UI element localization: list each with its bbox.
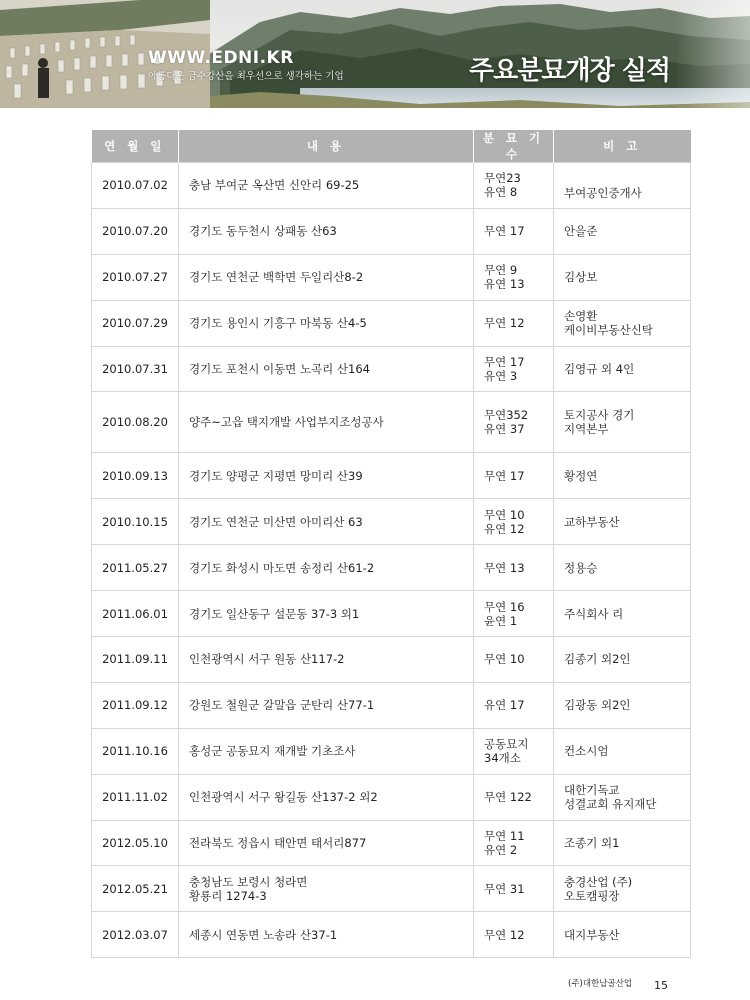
- cell-note-line: 토지공사 경기: [564, 408, 635, 423]
- cell-note-line: 오토캠핑장: [564, 888, 620, 903]
- cell-note-line: 김종기 외2인: [564, 652, 631, 667]
- cell-grave-count: [474, 392, 554, 453]
- table-row: [92, 591, 691, 637]
- cell-grave-count-line: 무연 9: [484, 263, 518, 278]
- cell-grave-count: [474, 208, 554, 254]
- cell-content-line: 경기도 포천시 이동면 노곡리 산164: [189, 362, 370, 376]
- table-row: [92, 866, 691, 912]
- cell-note-line: 김상보: [564, 270, 598, 285]
- cell-content: [179, 774, 474, 820]
- column-header-note: 비 고: [554, 130, 691, 163]
- cell-grave-count: [474, 163, 554, 209]
- cell-grave-count-line: 무연 16: [484, 599, 525, 614]
- table-row: [92, 453, 691, 499]
- cell-note-line: 대지부동산: [564, 927, 620, 942]
- cell-note: [554, 682, 691, 728]
- cell-content: [179, 300, 474, 346]
- table-row: [92, 545, 691, 591]
- cell-grave-count: [474, 545, 554, 591]
- cell-grave-count-line: 유연 8: [484, 185, 518, 200]
- table-row: [92, 300, 691, 346]
- cell-grave-count-line: 무연 17: [484, 224, 525, 239]
- cell-note-line: 안을준: [564, 224, 598, 239]
- cell-content-line: 황룡리 1274-3: [189, 888, 267, 903]
- cell-note-line: 충경산업 (주): [564, 874, 633, 889]
- cell-grave-count-line: 유연 12: [484, 521, 525, 536]
- cell-content: [179, 392, 474, 453]
- cell-note-line: 컨소시엄: [564, 744, 609, 759]
- cell-grave-count-line: 공동묘지: [484, 737, 529, 752]
- cell-content-line: 전라북도 정읍시 태안면 태서리877: [189, 836, 367, 851]
- cell-content-line: 경기도 일산동구 설문동 37-3 외1: [189, 606, 360, 621]
- cell-grave-count: [474, 591, 554, 637]
- cell-note: [554, 254, 691, 300]
- header-banner: [0, 0, 750, 108]
- cell-date: 2010.07.31: [92, 346, 179, 392]
- table-row: [92, 637, 691, 683]
- table-header-row: [92, 130, 691, 163]
- cell-grave-count-line: 무연 12: [484, 316, 525, 331]
- cell-note-line: 조종기 외1: [564, 836, 620, 851]
- cell-note: [554, 866, 691, 912]
- cell-note-line: 김광동 외2인: [564, 698, 631, 713]
- table-row: [92, 163, 691, 209]
- cell-date: 2010.07.20: [92, 208, 179, 254]
- cell-grave-count-line: 유연 37: [484, 422, 525, 437]
- cell-note: [554, 637, 691, 683]
- cell-date: 2011.11.02: [92, 774, 179, 820]
- table-row: [92, 208, 691, 254]
- cell-content-line: 경기도 화성시 마도면 송정리 산61-2: [189, 560, 375, 575]
- cell-content-line: 인천광역시 서구 원동 산117-2: [189, 652, 345, 667]
- table-row: [92, 912, 691, 958]
- cell-grave-count: [474, 254, 554, 300]
- cell-grave-count-line: 유연 2: [484, 843, 518, 858]
- site-url: WWW.EDNI.KR: [148, 48, 294, 68]
- cell-grave-count: [474, 499, 554, 545]
- cell-note: [554, 728, 691, 774]
- cell-note: [554, 163, 691, 209]
- cell-grave-count-line: 무연 122: [484, 790, 532, 805]
- cell-grave-count-line: 무연 13: [484, 560, 525, 575]
- company-slogan: 아름다운 금수강산을 최우선으로 생각하는 기업: [148, 71, 344, 82]
- cell-note-line: 황정연: [564, 468, 598, 483]
- cell-content: [179, 163, 474, 209]
- cell-grave-count-line: 무연 17: [484, 468, 525, 483]
- cell-grave-count-line: 무연 10: [484, 507, 525, 522]
- cell-content-line: 양주~고읍 택지개발 사업부지조성공사: [189, 415, 384, 430]
- cell-note-line: 부여공인중개사: [564, 185, 642, 200]
- cell-note-line: 정용승: [564, 560, 598, 575]
- cell-grave-count-line: 유연 13: [484, 277, 525, 292]
- cell-grave-count: [474, 820, 554, 866]
- cell-note: [554, 346, 691, 392]
- page-number: 15: [654, 979, 668, 992]
- cell-content-line: 경기도 연천군 미산면 아미리산 63: [189, 514, 363, 529]
- cell-note-line: 성결교회 유지재단: [564, 797, 657, 812]
- cell-grave-count: [474, 682, 554, 728]
- cell-note: [554, 820, 691, 866]
- cell-note-line: 교하부동산: [564, 514, 620, 529]
- cell-date: 2011.10.16: [92, 728, 179, 774]
- cell-grave-count-line: 무연 31: [484, 881, 525, 896]
- table-row: [92, 774, 691, 820]
- cell-grave-count-line: 무연 10: [484, 652, 525, 667]
- cell-note-line: 주식회사 리: [564, 606, 624, 621]
- column-header-grave-count: 분 묘 기 수: [474, 130, 554, 163]
- cell-content: [179, 728, 474, 774]
- page-title: 주요분묘개장 실적: [469, 56, 670, 86]
- table-row: [92, 728, 691, 774]
- cell-date: 2011.05.27: [92, 545, 179, 591]
- cell-date: 2010.07.29: [92, 300, 179, 346]
- cell-grave-count-line: 무연 12: [484, 927, 525, 942]
- cell-content: [179, 254, 474, 300]
- cell-content-line: 홍성군 공동묘지 재개발 기초조사: [189, 744, 356, 759]
- cell-content: [179, 637, 474, 683]
- cell-date: 2012.05.10: [92, 820, 179, 866]
- cell-content: [179, 591, 474, 637]
- table-row: [92, 254, 691, 300]
- cell-note: [554, 499, 691, 545]
- cell-note: [554, 912, 691, 958]
- cell-date: 2012.05.21: [92, 866, 179, 912]
- cell-note: [554, 208, 691, 254]
- cell-grave-count-line: 34개소: [484, 751, 521, 766]
- cell-note: [554, 392, 691, 453]
- cell-grave-count: [474, 774, 554, 820]
- cell-note: [554, 453, 691, 499]
- cell-content: [179, 208, 474, 254]
- cell-grave-count-line: 유연 3: [484, 369, 518, 383]
- cell-note-line: 김영규 외 4인: [564, 362, 635, 376]
- cell-date: 2010.10.15: [92, 499, 179, 545]
- cell-content: [179, 912, 474, 958]
- cell-content-line: 경기도 연천군 백학면 두일리산8-2: [189, 270, 364, 285]
- cell-content: [179, 453, 474, 499]
- cell-note-line: 손영환: [564, 309, 598, 324]
- cell-note: [554, 300, 691, 346]
- cell-note: [554, 774, 691, 820]
- cell-grave-count: [474, 866, 554, 912]
- cell-content: [179, 346, 474, 392]
- cell-grave-count-line: 무연352: [484, 408, 529, 423]
- table-row: [92, 820, 691, 866]
- cell-grave-count: [474, 637, 554, 683]
- cell-content: [179, 866, 474, 912]
- cell-content-line: 충남 부여군 옥산면 신안리 69-25: [189, 178, 360, 193]
- cell-date: 2012.03.07: [92, 912, 179, 958]
- cell-note-line: 대한기독교: [564, 783, 620, 798]
- cell-content: [179, 499, 474, 545]
- table-row: [92, 499, 691, 545]
- cell-content: [179, 682, 474, 728]
- footer-company-name: (주)대한납골산업: [568, 979, 633, 989]
- cell-date: 2010.08.20: [92, 392, 179, 453]
- column-header-date: 연 월 일: [92, 130, 179, 163]
- burial-relocation-table: [91, 130, 691, 958]
- cell-date: 2011.09.11: [92, 637, 179, 683]
- cell-grave-count-line: 유연 17: [484, 698, 525, 713]
- cell-grave-count-line: 윤연 1: [484, 613, 518, 628]
- cell-content-line: 경기도 동두천시 상패동 산63: [189, 224, 337, 239]
- cell-note: [554, 545, 691, 591]
- table-body: [92, 163, 691, 958]
- column-header-content: 내 용: [179, 130, 474, 163]
- cell-grave-count-line: 무연 17: [484, 355, 525, 369]
- cell-content: [179, 820, 474, 866]
- table-row: [92, 392, 691, 453]
- cell-content: [179, 545, 474, 591]
- cell-note: [554, 591, 691, 637]
- table-row: [92, 682, 691, 728]
- cell-grave-count-line: 무연 11: [484, 829, 525, 844]
- table-row: [92, 346, 691, 392]
- cell-content-line: 세종시 연동면 노송라 산37-1: [189, 927, 338, 942]
- cell-note-line: 지역본부: [564, 422, 609, 437]
- cell-content-line: 인천광역시 서구 왕길동 산137-2 외2: [189, 790, 378, 805]
- cell-note-line: 케이비부동산신탁: [564, 323, 653, 338]
- cell-date: 2011.09.12: [92, 682, 179, 728]
- cell-date: 2011.06.01: [92, 591, 179, 637]
- cell-date: 2010.09.13: [92, 453, 179, 499]
- cell-grave-count: [474, 453, 554, 499]
- cell-grave-count: [474, 912, 554, 958]
- cell-date: 2010.07.27: [92, 254, 179, 300]
- cell-grave-count: [474, 300, 554, 346]
- cell-grave-count: [474, 728, 554, 774]
- cell-content-line: 경기도 양평군 지평면 망미리 산39: [189, 468, 363, 483]
- cell-content-line: 강원도 철원군 갈말읍 군탄리 산77-1: [189, 698, 375, 713]
- cell-content-line: 경기도 용인시 기흥구 마북동 산4-5: [189, 316, 367, 331]
- cell-grave-count-line: 무연23: [484, 171, 521, 186]
- cell-date: 2010.07.02: [92, 163, 179, 209]
- cell-grave-count: [474, 346, 554, 392]
- cell-content-line: 충청남도 보령시 청라면: [189, 874, 308, 889]
